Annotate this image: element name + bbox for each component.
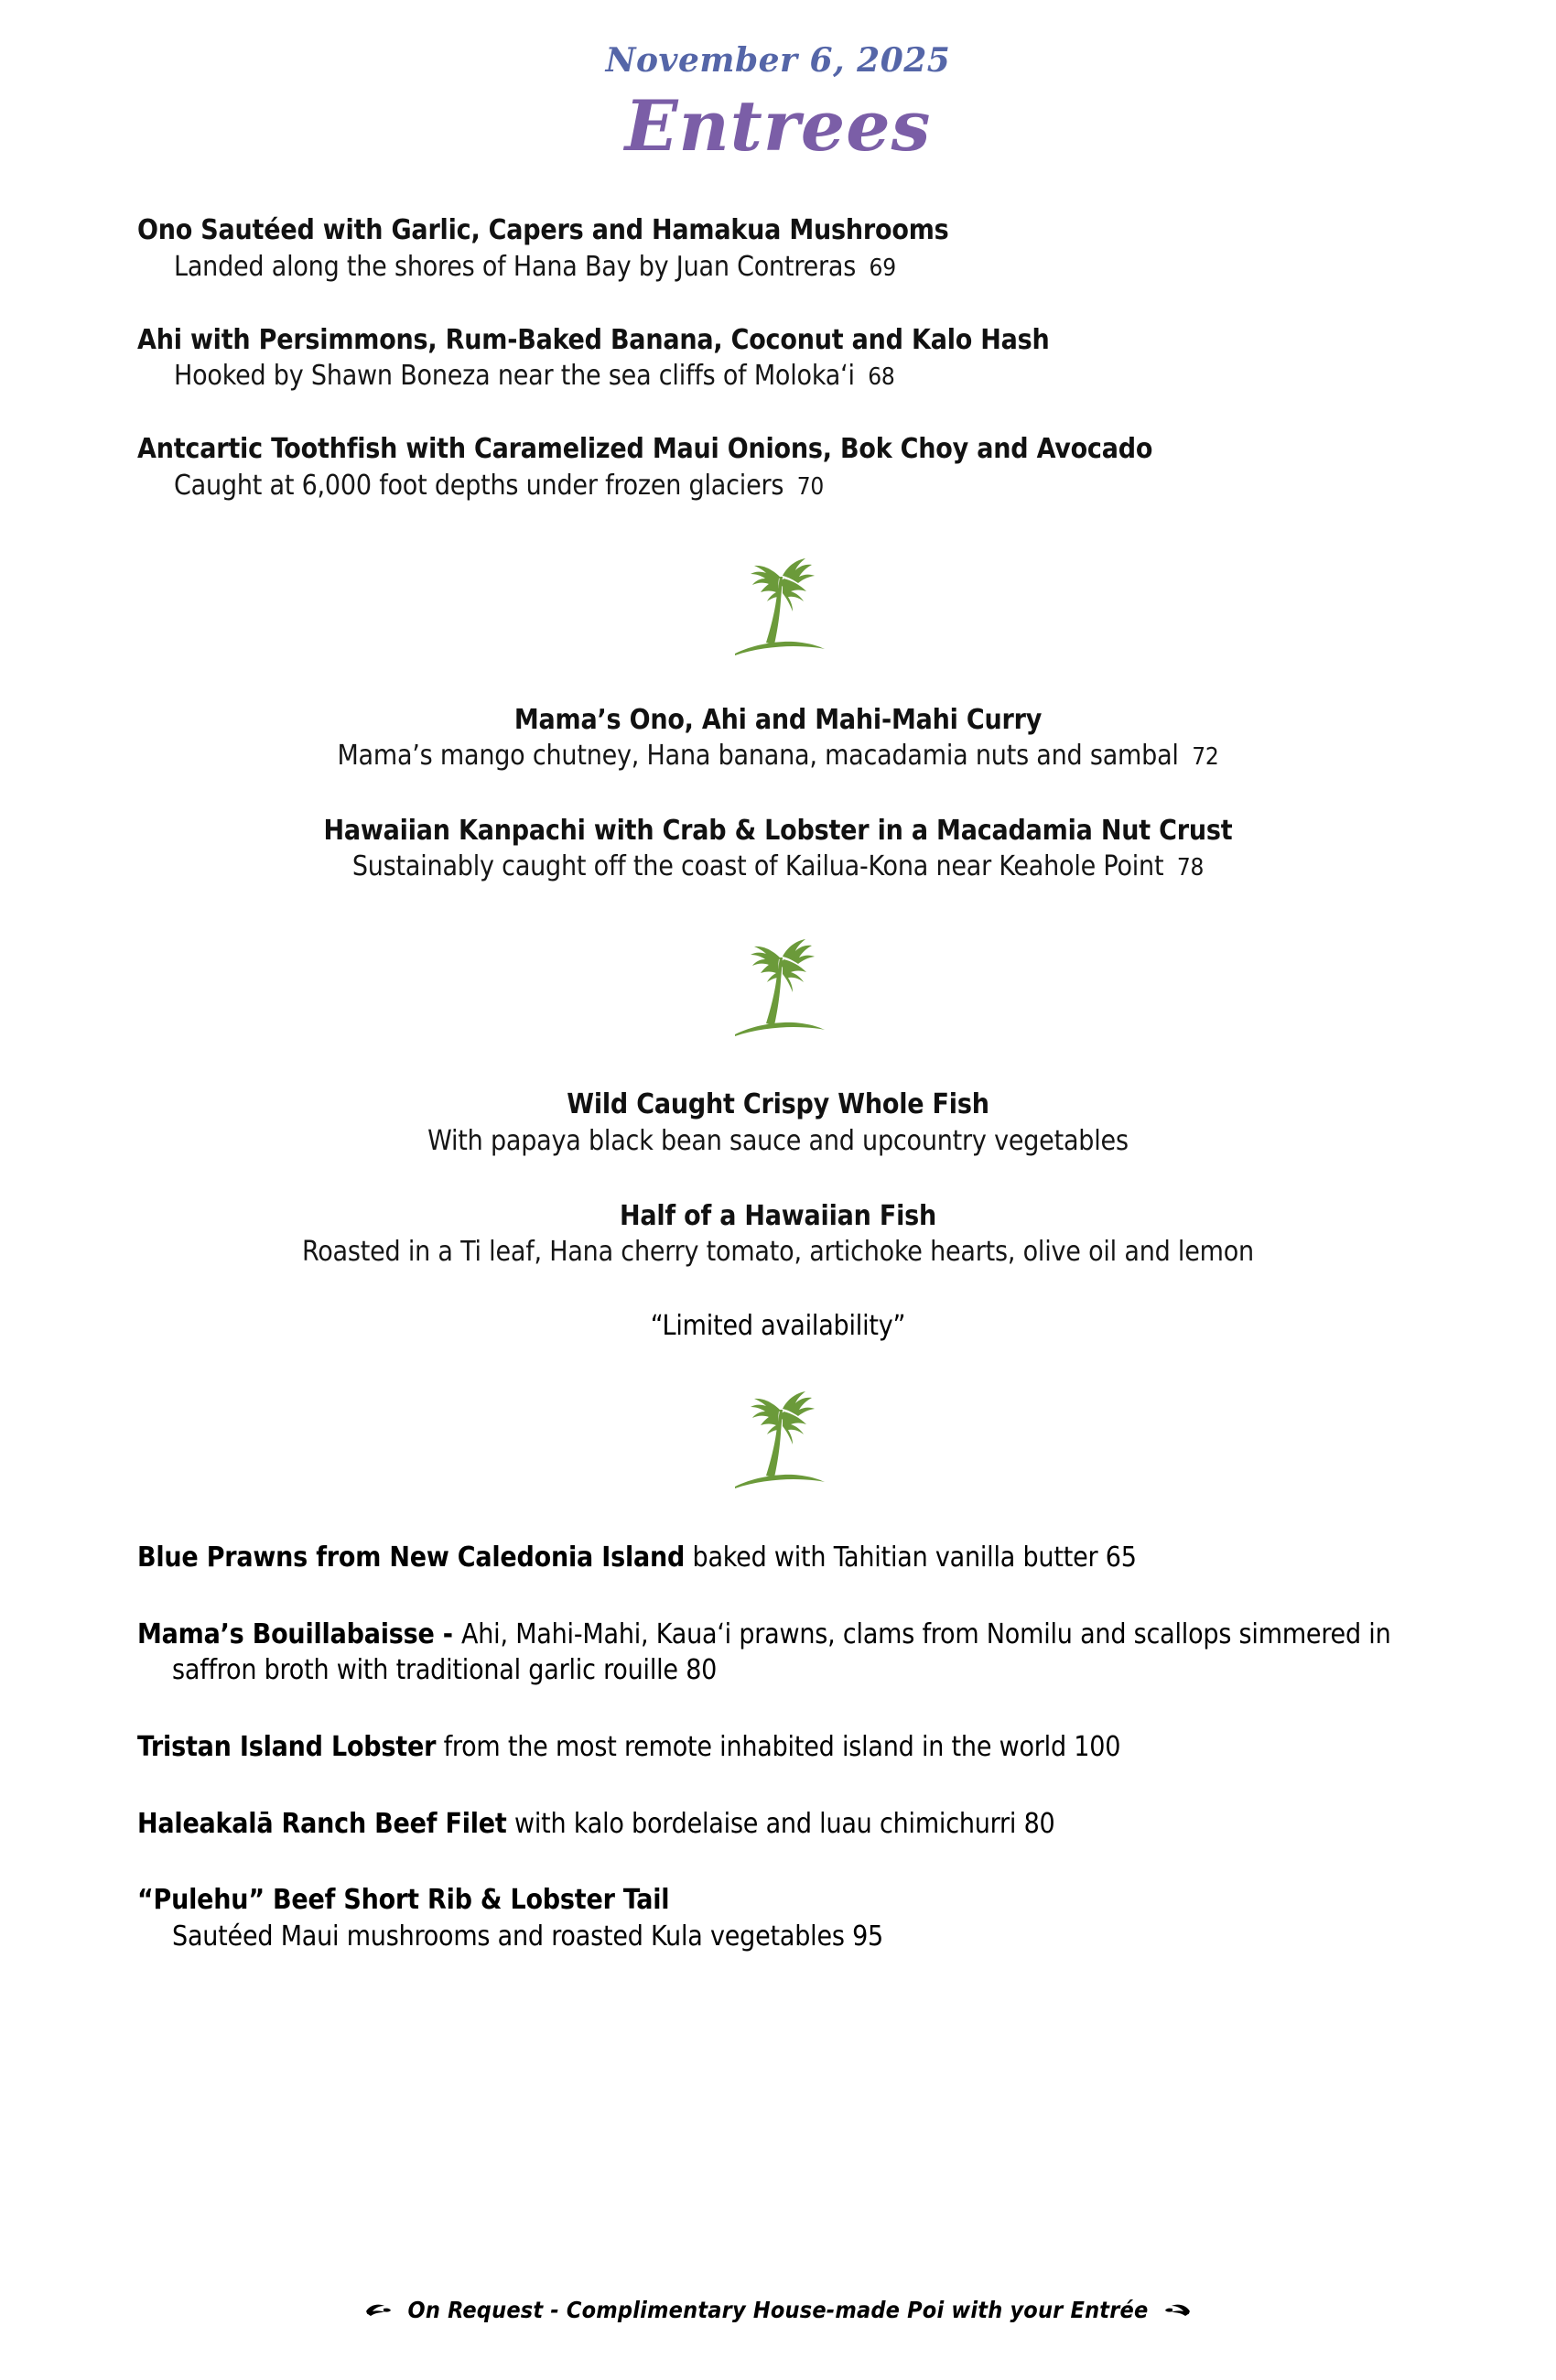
entree-section-top <box>0 213 1556 503</box>
leaf-ornament-icon <box>363 2301 391 2320</box>
menu-item-line <box>137 1540 1455 1576</box>
menu-item <box>137 1806 1455 1843</box>
page-title: Entrees <box>624 85 932 167</box>
menu-item-price: 70 <box>796 472 825 501</box>
menu-item-description <box>137 358 1474 394</box>
leaf-ornament-icon <box>1165 2301 1193 2320</box>
section-divider <box>0 553 1556 661</box>
menu-item-description <box>82 849 1474 884</box>
menu-item-name: Haleakalā Ranch Beef Filet <box>137 1807 507 1840</box>
menu-item-description: with kalo bordelaise and luau chimichurri 80 <box>506 1807 1055 1840</box>
spacer <box>0 661 1556 703</box>
entree-section-middle <box>0 703 1556 885</box>
menu-item-description: Sautéed Maui mushrooms and roasted Kula vegetables 95 <box>172 1920 884 1953</box>
menu-item <box>137 1540 1455 1576</box>
menu-item <box>82 814 1474 884</box>
footer-text: On Request - Complimentary House-made Poi with your Entrée <box>407 2297 1149 2323</box>
menu-item-description: With papaya black bean sauce and upcountry vegetables <box>427 1124 1129 1157</box>
menu-item <box>137 432 1474 503</box>
menu-item <box>137 213 1474 284</box>
menu-item-name: Blue Prawns from New Caledonia Island <box>137 1542 686 1574</box>
menu-item-name: Tristan Island Lobster <box>137 1730 437 1763</box>
palm-tree-icon <box>728 934 828 1042</box>
menu-item-description-text: Mama’s mango chutney, Hana banana, macadamia nuts and sambal <box>337 739 1179 772</box>
menu-item-description-text: Sustainably caught off the coast of Kailua-Kona near Keahole Point <box>351 850 1164 883</box>
menu-item-description <box>137 249 1474 285</box>
menu-item-description <box>82 738 1474 774</box>
menu-item-name: Hawaiian Kanpachi with Crab & Lobster in a Macadamia Nut Crust <box>323 814 1233 847</box>
spacer <box>0 1494 1556 1540</box>
menu-item-name: Half of a Hawaiian Fish <box>619 1199 937 1232</box>
spacer <box>0 1042 1556 1087</box>
menu-item-line <box>137 1882 1455 1919</box>
menu-item <box>137 1729 1455 1766</box>
menu-item-description: Roasted in a Ti leaf, Hana cherry tomato, artichoke hearts, olive oil and lemon <box>302 1236 1254 1269</box>
menu-item-name: Ahi with Persimmons, Rum-Baked Banana, Coconut and Kalo Hash <box>137 323 1050 356</box>
spacer <box>0 1342 1556 1386</box>
entree-section-bottom <box>0 1540 1556 1954</box>
menu-item-price: 68 <box>868 363 895 392</box>
menu-item-name: Ono Sautéed with Garlic, Capers and Hamakua Mushrooms <box>137 214 949 247</box>
section-divider <box>0 934 1556 1042</box>
menu-item <box>137 323 1474 394</box>
menu-item-name: Mama’s Bouillabaisse - <box>137 1617 461 1650</box>
menu-item-description: baked with Tahitian vanilla butter 65 <box>685 1542 1137 1574</box>
spacer <box>0 166 1556 213</box>
spacer <box>0 884 1556 934</box>
menu-item-description-text: Hooked by Shawn Boneza near the sea cliffs of Molokaʻi <box>174 360 855 393</box>
menu-date: November 6, 2025 <box>605 41 951 80</box>
menu-item-description: Ahi, Mahi-Mahi, Kauaʻi prawns, clams from Nomilu and <box>461 1617 1127 1650</box>
menu-item <box>82 1087 1474 1158</box>
entree-section-whole-fish <box>0 1087 1556 1342</box>
menu-item-description-continued: scallops simmered in saffron broth with traditional garlic rouille 80 <box>172 1617 1391 1687</box>
menu-item-price: 69 <box>869 254 896 282</box>
menu-item-name: Mama’s Ono, Ahi and Mahi-Mahi Curry <box>513 703 1043 736</box>
spacer <box>0 503 1556 553</box>
menu-item-price: 78 <box>1176 854 1205 882</box>
menu-item-price: 72 <box>1192 742 1219 771</box>
menu-item-line <box>137 1806 1455 1843</box>
menu-item-name: Antcartic Toothfish with Caramelized Maui Onions, Bok Choy and Avocado <box>137 433 1153 466</box>
menu-item-description-text: Caught at 6,000 foot depths under frozen glaciers <box>174 469 784 502</box>
palm-tree-icon <box>728 553 828 661</box>
menu-footer <box>0 2297 1556 2323</box>
menu-item <box>137 1617 1455 1689</box>
menu-item <box>82 1199 1474 1270</box>
menu-item-line <box>137 1729 1455 1766</box>
menu-item-description-text: Landed along the shores of Hana Bay by Juan Contreras <box>174 250 857 283</box>
menu-item <box>137 1882 1455 1954</box>
menu-item-description: from the most remote inhabited island in the world 100 <box>436 1730 1121 1763</box>
menu-item-name: Wild Caught Crispy Whole Fish <box>567 1088 989 1121</box>
menu-item-line <box>137 1617 1455 1689</box>
palm-tree-icon <box>728 1386 828 1494</box>
menu-header <box>0 0 1556 166</box>
menu-item-description <box>137 468 1474 503</box>
limited-availability-note: “Limited availability” <box>650 1310 906 1343</box>
menu-item-name: “Pulehu” Beef Short Rib & Lobster Tail <box>137 1884 670 1917</box>
section-divider <box>0 1386 1556 1494</box>
menu-item <box>82 703 1474 774</box>
